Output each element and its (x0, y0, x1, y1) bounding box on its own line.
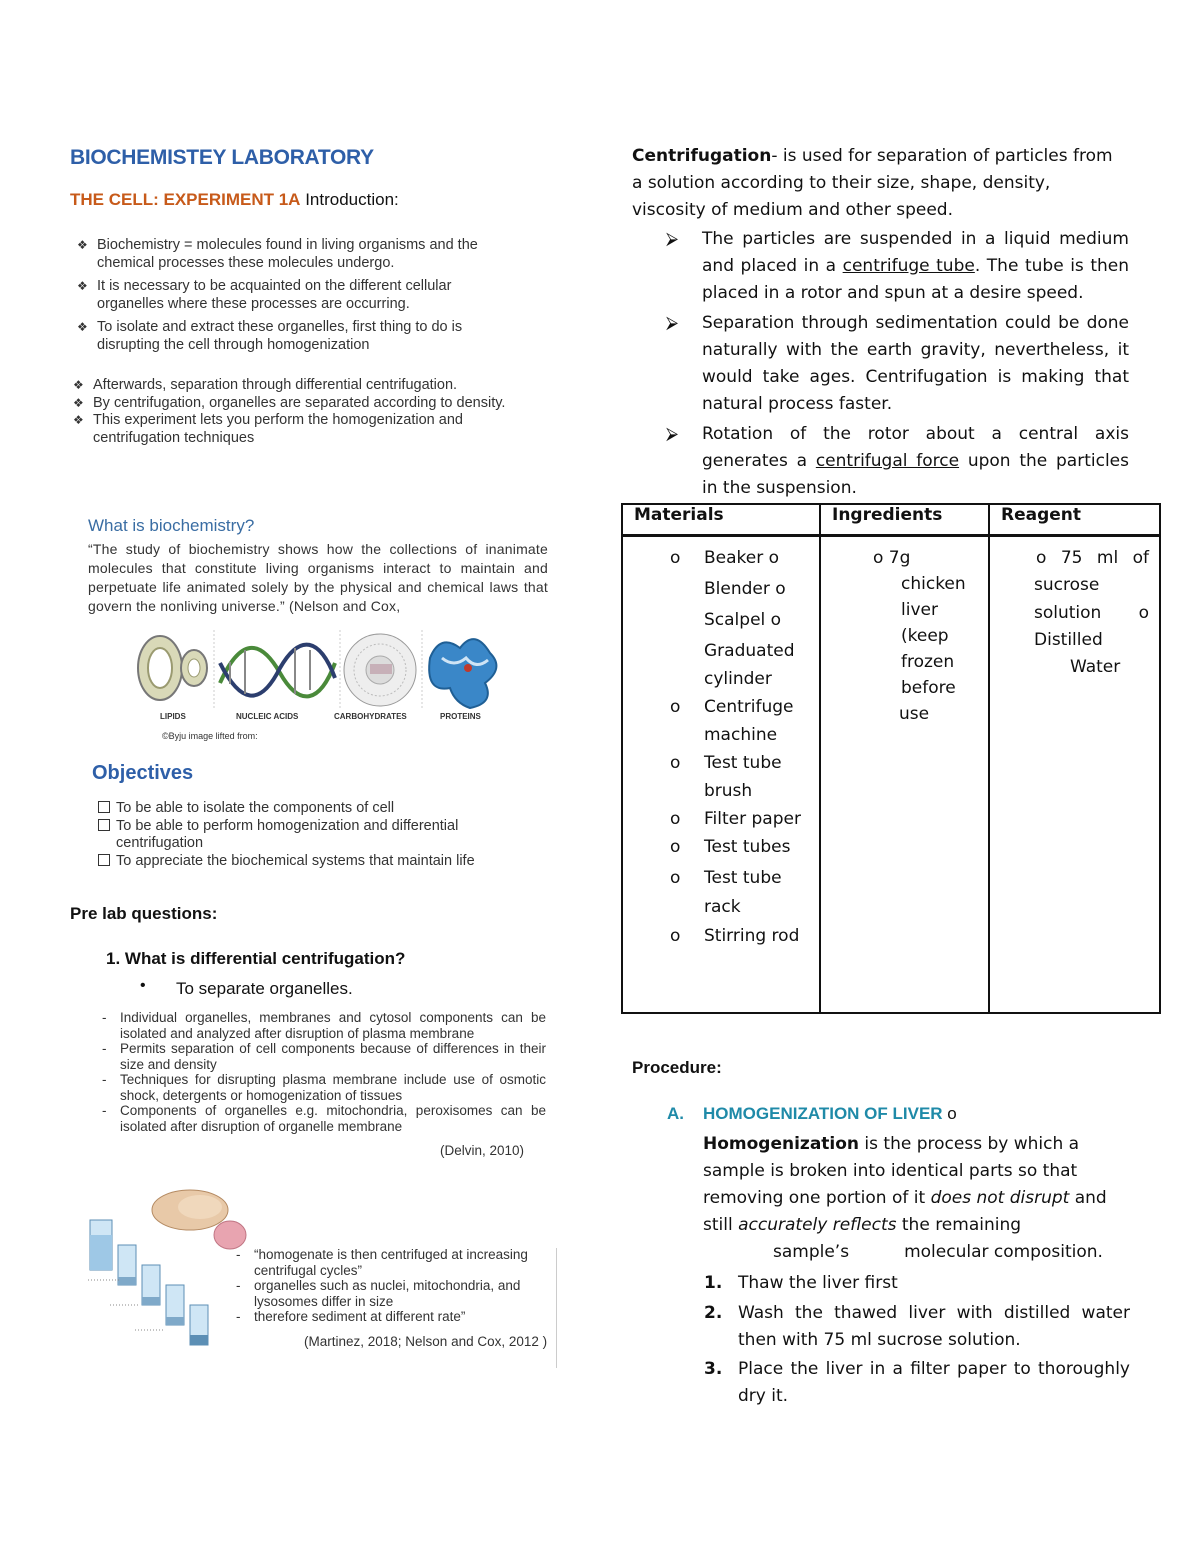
answer-points-list (120, 1010, 546, 1134)
ingredient-line: frozen (901, 652, 955, 672)
list-item: o Test tube brush (670, 753, 782, 801)
experiment-label: THE CELL: EXPERIMENT 1A (70, 190, 301, 209)
list-item: To appreciate the biochemical systems that maintain life (98, 853, 536, 870)
list-item: ❖ Biochemistry = molecules found in living organisms and the chemical processes these molecules undergo. (97, 236, 517, 272)
materials-cell (622, 536, 820, 1014)
carbohydrate-illustration (344, 634, 416, 706)
citation-martinez: (Martinez, 2018; Nelson and Cox, 2012 ) (304, 1334, 548, 1349)
list-item: o Test tubes (670, 837, 791, 857)
ingredients-header: Ingredients (820, 504, 989, 536)
ingredient-line: use (899, 704, 930, 724)
what-is-biochemistry-heading: What is biochemistry? (88, 516, 255, 535)
proteins-label: PROTEINS (440, 712, 481, 721)
reagent-header: Reagent (989, 504, 1160, 536)
arrow-bullet-icon: ⮚ (666, 229, 679, 249)
centrifugation-definition: Centrifugation- is used for separation of particles from a solution according to their size, shape, density, viscosity of medium and other speed. (632, 146, 1113, 220)
arrow-bullet-icon: ⮚ (666, 313, 679, 333)
list-item: To be able to perform homogenization and differential centrifugation (98, 818, 536, 852)
answer-1: To separate organelles. (176, 979, 353, 998)
list-item: To be able to isolate the components of cell (98, 800, 536, 817)
centrifugation-point-2: ⮚ Separation through sedimentation could be done naturally with the earth gravity, nevertheless, it would take ages. Centrifugation is making that natural process faster. (702, 310, 1129, 418)
bullet-icon: • (140, 977, 146, 994)
section-a-heading: A. HOMOGENIZATION OF LIVER o (667, 1104, 957, 1123)
checkbox-icon (98, 801, 110, 813)
homogenization-definition: Homogenization is the process by which a sample is broken into identical parts so that removing one portion of it does not disrupt and still accurately reflects the remaining sample’s molecular composition. (703, 1134, 1107, 1262)
list-item: ❖ This experiment lets you perform the homogenization and centrifugation techniques (93, 412, 513, 447)
procedure-step: 1. Thaw the liver first (704, 1273, 898, 1293)
list-item: o Stirring rod (670, 926, 800, 946)
intro-bullet-list (97, 236, 517, 359)
carbohydrates-label: CARBOHYDRATES (334, 712, 407, 721)
reagent-cell (989, 536, 1160, 1014)
list-item: - Techniques for disrupting plasma membrane include use of osmotic shock, detergents or homogenization of tissues (120, 1072, 546, 1103)
list-item: o Beaker o (670, 548, 780, 568)
list-item: - “homogenate is then centrifuged at increasing centrifugal cycles” (254, 1247, 554, 1278)
introduction-label: Introduction: (300, 190, 399, 209)
checkbox-icon (98, 819, 110, 831)
procedure-step: 3. Place the liver in a filter paper to thoroughly dry it. (704, 1359, 1130, 1406)
list-item: ❖ Afterwards, separation through differential centrifugation. (93, 377, 513, 395)
list-item: o Test tube rack (670, 868, 782, 917)
nucleic-acids-label: NUCLEIC ACIDS (236, 712, 299, 721)
dna-illustration (220, 645, 335, 697)
ingredient-line: before (901, 678, 956, 698)
centrifugation-point-3: ⮚ Rotation of the rotor about a central axis generates a centrifugal force upon the particles in the suspension. (702, 421, 1129, 502)
procedure-step: 2. Wash the thawed liver with distilled water then with 75 ml sucrose solution. (704, 1303, 1130, 1350)
lipid-illustration (138, 636, 207, 700)
centrifugation-figure (80, 1185, 250, 1365)
list-item: ❖ It is necessary to be acquainted on the different cellular organelles where these processes are occurring. (97, 277, 517, 313)
lipids-label: LIPIDS (160, 712, 186, 721)
ingredient-line: o 7g (873, 548, 911, 568)
arrow-bullet-icon: ⮚ (666, 424, 679, 444)
list-item: o Filter paper (670, 809, 801, 829)
figure-points-list (254, 1247, 554, 1325)
reagent-line: solution o (1034, 603, 1149, 623)
ingredient-line: liver (901, 600, 938, 620)
list-item: - therefore sediment at different rate” (254, 1309, 554, 1325)
procedure-heading: Procedure: (632, 1058, 722, 1077)
list-item: Blender o (704, 579, 786, 599)
objectives-list (98, 800, 536, 871)
reagent-line: Distilled (1034, 630, 1103, 650)
objectives-heading: Objectives (92, 762, 194, 784)
biochemistry-quote: “The study of biochemistry shows how the collections of inanimate molecules that constitute living organisms interact to maintain and perpetuate life animated solely by the physical and chemical laws that govern the nonliving universe.” (Nelson and Cox, (88, 541, 548, 614)
list-item: Graduated cylinder (704, 641, 795, 689)
biomolecules-figure (130, 628, 530, 718)
list-item: o Centrifuge machine (670, 697, 794, 745)
reagent-line: sucrose (1034, 575, 1100, 595)
materials-header: Materials (622, 504, 820, 536)
centrifugation-point-1: ⮚ The particles are suspended in a liquid medium and placed in a centrifuge tube. The tube is then placed in a rotor and spun at a desire speed. (702, 226, 1129, 307)
page-title: BIOCHEMISTEY LABORATORY (70, 146, 374, 169)
ingredient-line: chicken (901, 574, 966, 594)
reagent-line: o 75 ml of (1036, 548, 1149, 568)
list-item: - Individual organelles, membranes and cytosol components can be isolated and analyzed after disruption of plasma membrane (120, 1010, 546, 1041)
list-item: ❖ By centrifugation, organelles are separated according to density. (93, 395, 513, 413)
process-bullet-list (93, 377, 513, 447)
materials-table (621, 503, 1161, 1014)
list-item: ❖ To isolate and extract these organelles, first thing to do is disrupting the cell through homogenization (97, 318, 517, 354)
experiment-subtitle (70, 190, 399, 210)
ingredients-cell (820, 536, 989, 1014)
image-credit: ©Byju image lifted from: (162, 731, 258, 741)
protein-illustration (429, 639, 496, 708)
list-item: - organelles such as nuclei, mitochondria, and lysosomes differ in size (254, 1278, 554, 1309)
list-item: Scalpel o (704, 610, 782, 630)
reagent-line: Water (1070, 657, 1121, 677)
list-item: - Components of organelles e.g. mitochondria, peroxisomes can be isolated after disruption of organelle membrane (120, 1103, 546, 1134)
list-item: - Permits separation of cell components because of differences in their size and density (120, 1041, 546, 1072)
divider (556, 1248, 557, 1368)
citation-delvin: (Delvin, 2010) (440, 1143, 525, 1158)
prelab-heading: Pre lab questions: (70, 904, 218, 923)
checkbox-icon (98, 854, 110, 866)
ingredient-line: (keep (901, 626, 949, 646)
question-1: 1. What is differential centrifugation? (106, 949, 406, 968)
